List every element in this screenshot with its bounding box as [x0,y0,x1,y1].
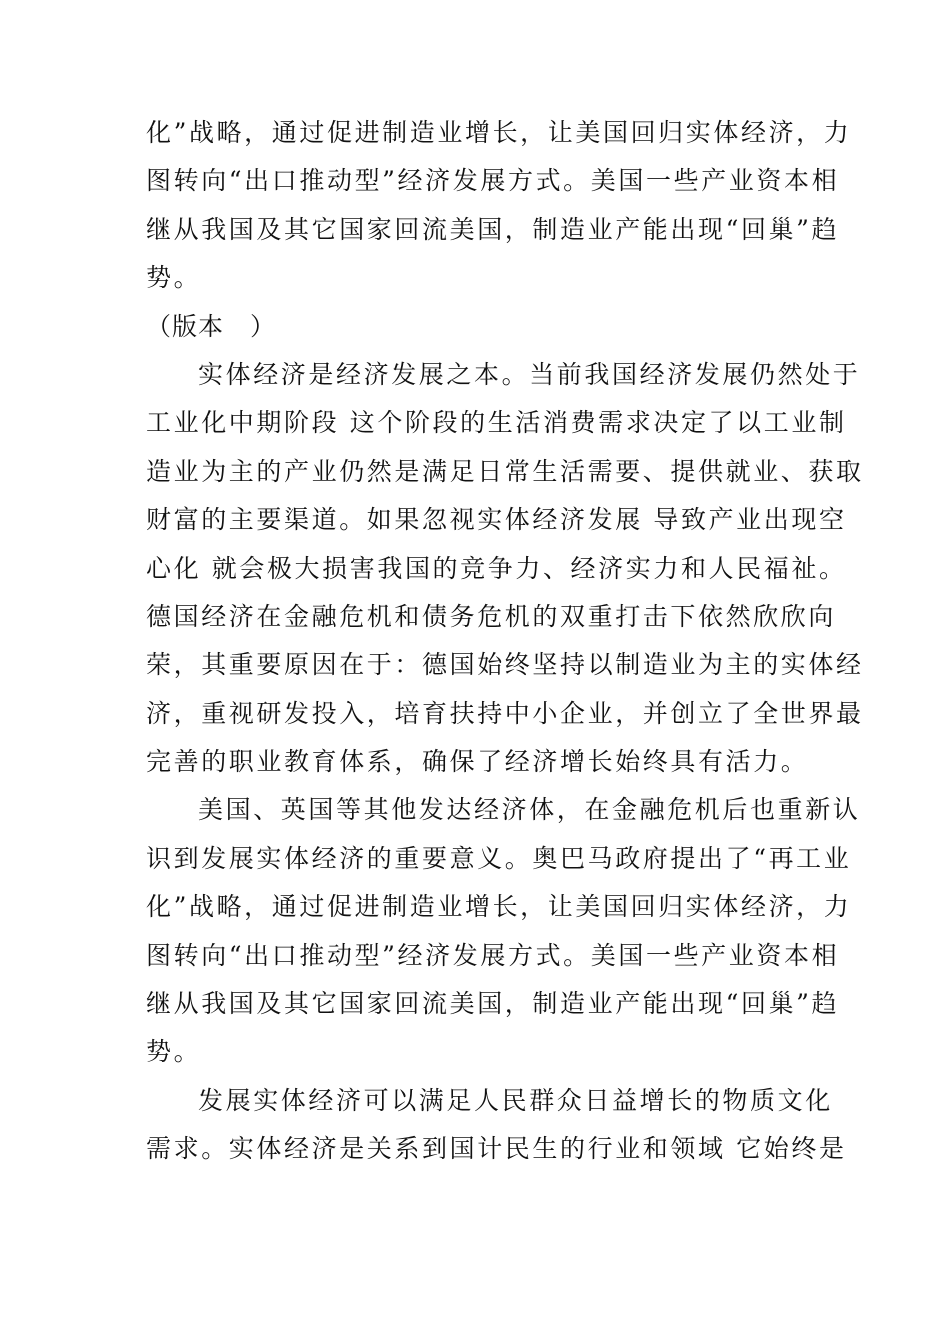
text-line: 济，重视研发投入，培育扶持中小企业，并创立了全世界最 [146,698,864,728]
text-line: 需求。实体经济是关系到国计民生的行业和领域 它始终是 [146,1134,847,1164]
paragraph-start-line: 发展实体经济可以满足人民群众日益增长的物质文化 [198,1085,833,1115]
text-line: 造业为主的产业仍然是满足日常生活需要、提供就业、获取 [146,456,864,486]
text-line: 势。 [146,1037,202,1067]
text-line: 工业化中期阶段 这个阶段的生活消费需求决定了以工业制 [146,408,847,438]
text-line: 荣，其重要原因在于：德国始终坚持以制造业为主的实体经 [146,650,864,680]
paragraph-start-line: 实体经济是经济发展之本。当前我国经济发展仍然处于 [198,359,861,389]
version-label: （版本 ） [146,311,277,341]
paragraph-start-line: 美国、英国等其他发达经济体，在金融危机后也重新认 [198,795,861,825]
document-body [146,109,864,1174]
text-line: 图转向“出口推动型”经济发展方式。美国一些产业资本相 [146,166,840,196]
text-line: 心化 就会极大损害我国的竞争力、经济实力和人民福祉。 [146,553,847,583]
text-line: 化”战略，通过促进制造业增长，让美国回归实体经济，力 [146,118,852,147]
text-line: 完善的职业教育体系，确保了经济增长始终具有活力。 [146,747,809,777]
text-line: 势。 [146,263,202,293]
text-line: 图转向“出口推动型”经济发展方式。美国一些产业资本相 [146,940,840,970]
text-line: 继从我国及其它国家回流美国，制造业产能出现“回巢”趋 [146,989,840,1019]
text-line: 继从我国及其它国家回流美国，制造业产能出现“回巢”趋 [146,214,840,244]
text-line: 德国经济在金融危机和债务危机的双重打击下依然欣欣向 [146,601,837,631]
text-line: 化”战略，通过促进制造业增长，让美国回归实体经济，力 [146,892,852,922]
text-line: 财富的主要渠道。如果忽视实体经济发展 导致产业出现空 [146,505,847,535]
text-line: 识到发展实体经济的重要意义。奥巴马政府提出了“再工业 [146,843,852,873]
